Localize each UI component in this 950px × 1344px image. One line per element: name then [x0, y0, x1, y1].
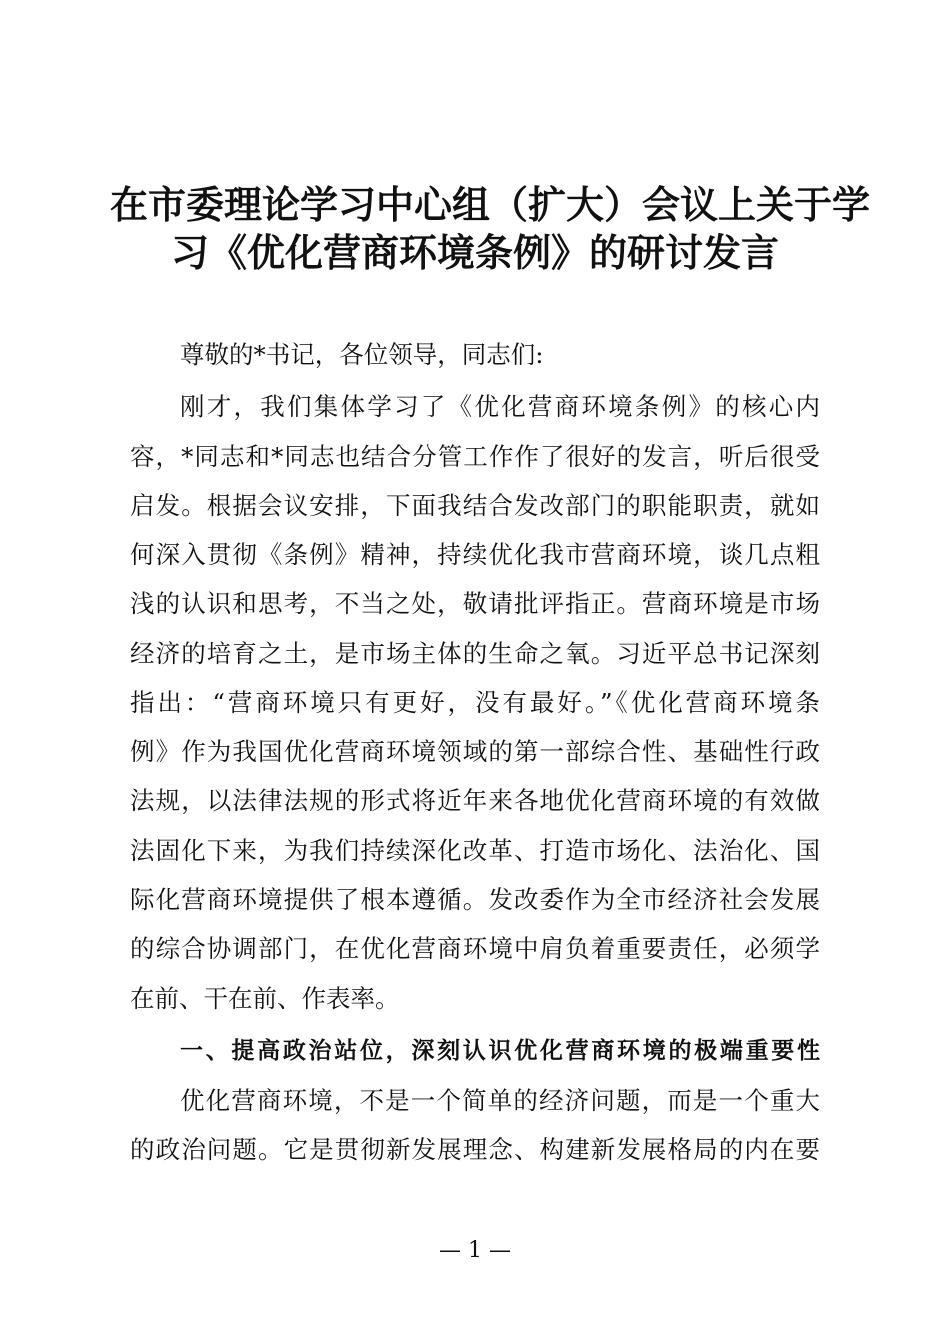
- paragraph-1-line-6: 经济的培育之土，是市场主体的生命之氧。习近平总书记深刻: [130, 639, 820, 668]
- paragraph-1-line-10: 法固化下来，为我们持续深化改革、打造市场化、法治化、国: [130, 836, 820, 865]
- paragraph-1-line-9: 法规，以法律法规的形式将近年来各地优化营商环境的有效做: [130, 786, 820, 815]
- paragraph-1-line-8: 例》作为我国优化营商环境领域的第一部综合性、基础性行政: [130, 737, 820, 766]
- paragraph-1-line-13: 在前、干在前、作表率。: [130, 984, 400, 1013]
- paragraph-1-line-7: 指出：“营商环境只有更好，没有最好。”《优化营商环境条: [130, 688, 820, 717]
- paragraph-1-line-12: 的综合协调部门，在优化营商环境中肩负着重要责任，必须学: [130, 934, 820, 963]
- paragraph-1-line-1: 刚才，我们集体学习了《优化营商环境条例》的核心内: [180, 392, 820, 421]
- paragraph-1-line-4: 何深入贯彻《条例》精神，持续优化我市营商环境，谈几点粗: [130, 540, 820, 569]
- salutation: 尊敬的*书记，各位领导，同志们:: [180, 340, 544, 369]
- paragraph-1-line-5: 浅的认识和思考，不当之处，敬请批评指正。营商环境是市场: [130, 589, 820, 618]
- paragraph-1-line-3: 启发。根据会议安排，下面我结合发改部门的职能职责，就如: [130, 491, 820, 520]
- document-title-line-1: 在市委理论学习中心组（扩大）会议上关于学: [110, 182, 871, 227]
- paragraph-2-line-2: 的政治问题。它是贯彻新发展理念、构建新发展格局的内在要: [130, 1135, 820, 1164]
- paragraph-2-line-1: 优化营商环境，不是一个简单的经济问题，而是一个重大: [180, 1086, 820, 1115]
- page-number: — 1 —: [439, 1238, 511, 1263]
- section-1-heading: 一、提高政治站位，深刻认识优化营商环境的极端重要性: [180, 1038, 820, 1064]
- paragraph-1-line-11: 际化营商环境提供了根本遵循。发改委作为全市经济社会发展: [130, 885, 820, 914]
- document-title-line-2: 习《优化营商环境条例》的研讨发言: [170, 230, 779, 275]
- paragraph-1-line-2: 容，*同志和*同志也结合分管工作作了很好的发言，听后很受: [130, 442, 820, 471]
